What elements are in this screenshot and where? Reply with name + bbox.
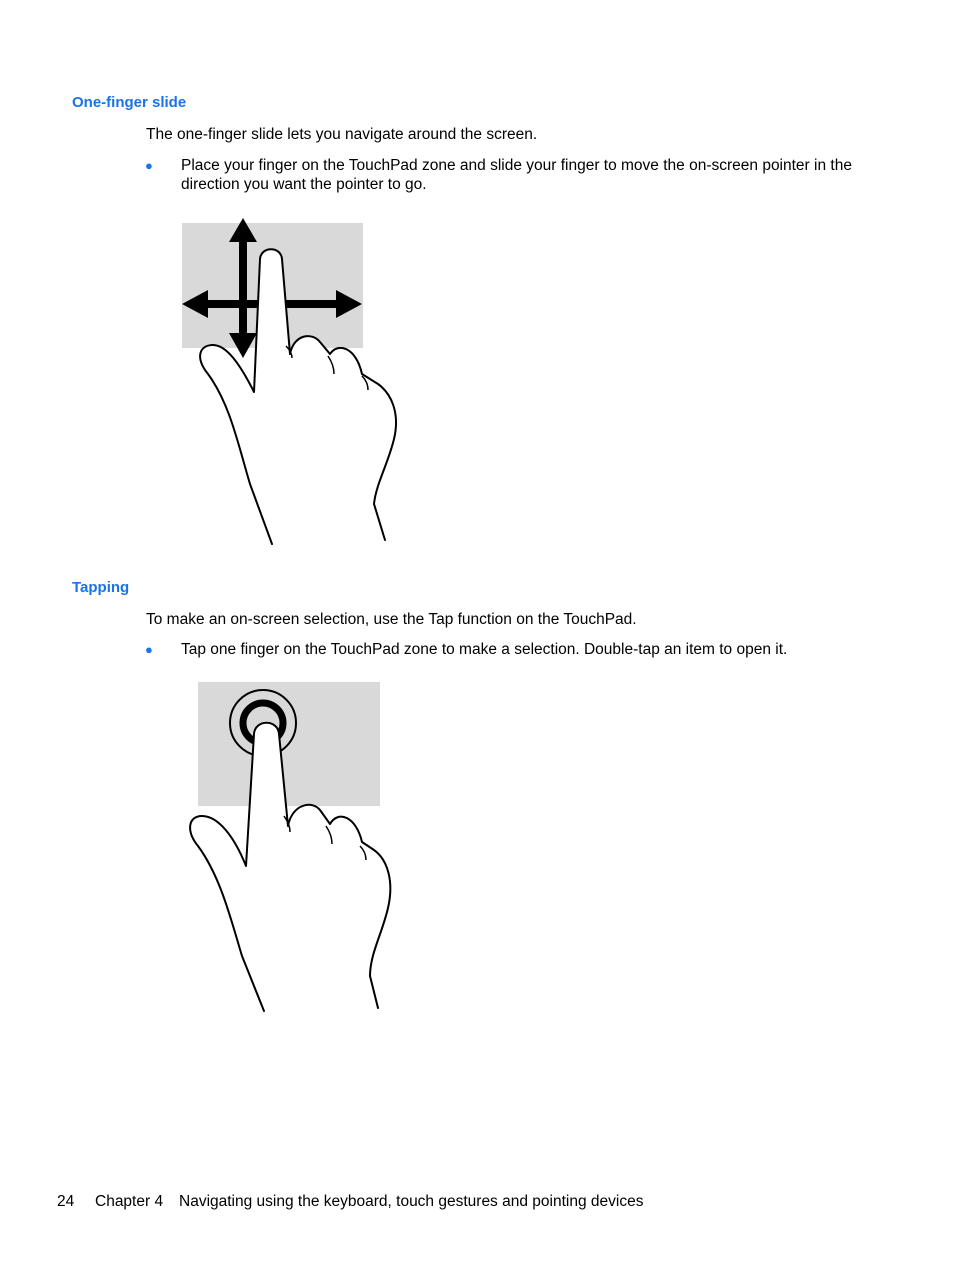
tap-illustration [180, 676, 410, 1016]
bullet-text-one-finger-slide: Place your finger on the TouchPad zone and slide your finger to move the on-screen pointer in the direction you want the pointer to go. [181, 157, 852, 193]
section-intro-tapping: To make an on-screen selection, use the Tap function on the TouchPad. [146, 611, 637, 628]
section-heading-tapping: Tapping [72, 579, 130, 596]
section-heading-one-finger-slide: One-finger slide [72, 94, 187, 111]
page-number: 24 [57, 1193, 75, 1210]
footer-chapter-title: Navigating using the keyboard, touch gestures and pointing devices [179, 1193, 644, 1210]
bullet-text-tapping: Tap one finger on the TouchPad zone to make a selection. Double-tap an item to open it. [181, 641, 788, 658]
one-finger-slide-illustration [178, 214, 408, 548]
bullet-marker: ● [145, 158, 153, 173]
section-intro-one-finger-slide: The one-finger slide lets you navigate around the screen. [146, 126, 538, 143]
bullet-marker: ● [145, 642, 153, 657]
footer-chapter: Chapter 4 [95, 1193, 164, 1210]
